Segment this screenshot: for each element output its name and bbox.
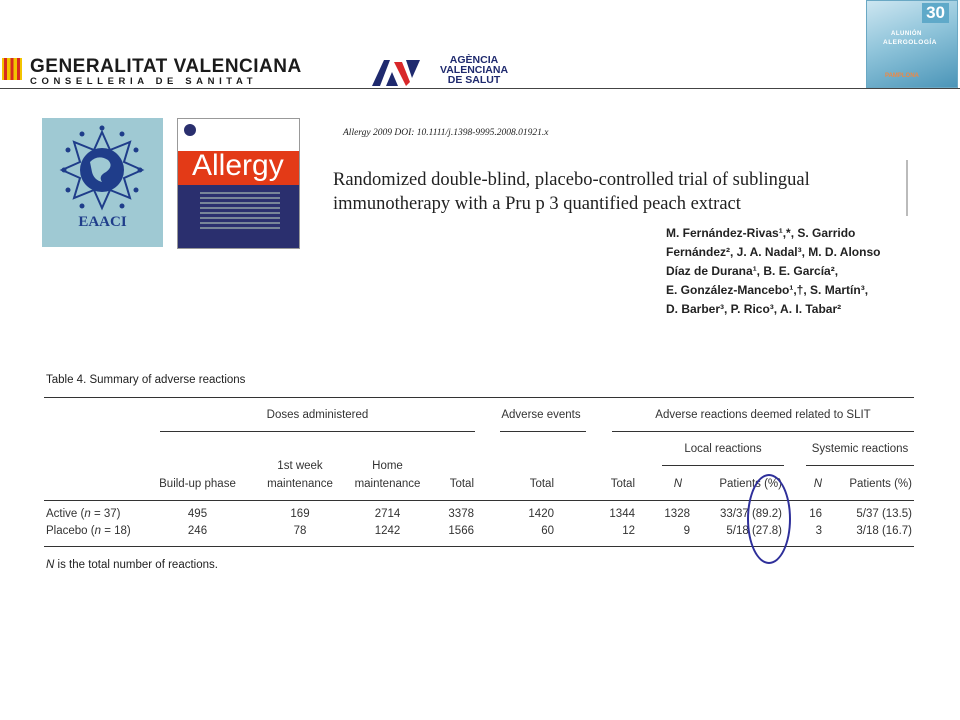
- avs-mark-icon: [370, 56, 422, 88]
- table-cell: 1420: [528, 508, 554, 520]
- title-divider: [906, 160, 908, 216]
- gv-department: CONSELLERIA DE SANITAT: [30, 76, 258, 87]
- doses-rule: [160, 431, 475, 432]
- table-cell: 3: [815, 525, 822, 537]
- adverse-rule: [500, 431, 586, 432]
- table-cell: 3/18 (16.7): [856, 525, 912, 537]
- cover-text-lines: [200, 189, 280, 232]
- table-cell: 3378: [448, 508, 474, 520]
- table-cell: 169: [290, 508, 310, 520]
- col-header-sys-n: N: [813, 478, 822, 490]
- table-cell: 78: [293, 525, 307, 537]
- eaaci-star-icon: [42, 118, 163, 218]
- badge-line3: PAMPLONA: [885, 73, 919, 79]
- badge-line2: ALERGOLOGÍA: [883, 39, 937, 46]
- group-header-adverse: Adverse events: [501, 409, 581, 421]
- table-cell: 5/18 (27.8): [726, 525, 782, 537]
- paper-citation: Allergy 2009 DOI: 10.1111/j.1398-9995.2008.01921.x: [343, 128, 549, 138]
- subgroup-systemic: Systemic reactions: [811, 443, 909, 455]
- author-line: Díaz de Durana¹, B. E. García²,: [666, 264, 839, 278]
- author-line: M. Fernández-Rivas¹,*, S. Garrido: [666, 226, 856, 240]
- table-cell: 12: [622, 525, 635, 537]
- table-cell: 2714: [374, 508, 401, 520]
- gv-name: GENERALITAT VALENCIANA: [30, 56, 302, 77]
- header-divider: [0, 88, 960, 89]
- col-header-rel-total: Total: [610, 478, 635, 490]
- table-cell: 246: [187, 525, 208, 537]
- row-label-placebo: Placebo (n = 18): [46, 525, 131, 537]
- col-header-total: Total: [449, 478, 474, 490]
- table-cell: 495: [187, 508, 208, 520]
- paper-authors: [666, 224, 956, 319]
- badge-number: 30: [922, 3, 949, 23]
- generalitat-valenciana-logo: [0, 50, 302, 90]
- subgroup-local: Local reactions: [684, 443, 762, 455]
- journal-emblem-icon: [183, 123, 197, 137]
- table-cell: 1566: [448, 525, 474, 537]
- table-caption: Table 4. Summary of adverse reactions: [46, 374, 246, 386]
- col-header-home-maint: maintenance: [354, 478, 421, 490]
- table-cell: 1344: [609, 508, 635, 520]
- col-header-local-pct: Patients (%): [719, 478, 782, 490]
- author-line: D. Barber³, P. Rico³, A. I. Tabar²: [666, 302, 842, 316]
- table-cell: 1242: [374, 525, 401, 537]
- table-cell: 33/37 (89.2): [719, 508, 782, 520]
- author-line: E. González-Mancebo¹,†, S. Martín³,: [666, 283, 869, 297]
- table-footnote: N is the total number of reactions.: [46, 559, 218, 571]
- highlight-ellipse: [747, 474, 791, 564]
- col-header-home: Home: [372, 460, 403, 472]
- avs-name: AGÈNCIA VALENCIANA DE SALUT: [439, 54, 509, 86]
- table-cell: 1328: [664, 508, 690, 520]
- row-label-active: Active (n = 37): [46, 508, 121, 520]
- eaaci-logo: [42, 118, 163, 247]
- local-rule: [662, 465, 784, 466]
- table-top-rule: [44, 397, 914, 398]
- badge-line1: ALUNIÓN: [891, 31, 922, 37]
- table-cell: 60: [541, 525, 554, 537]
- col-header-sys-pct: Patients (%): [849, 478, 912, 490]
- eaaci-label: EAACI: [78, 214, 127, 230]
- table-cell: 16: [809, 508, 822, 520]
- group-header-related: Adverse reactions deemed related to SLIT: [655, 409, 871, 421]
- col-header-ae-total: Total: [529, 478, 554, 490]
- col-header-week1: 1st week: [277, 460, 323, 472]
- author-line: Fernández², J. A. Nadal³, M. D. Alonso: [666, 245, 881, 259]
- col-header-buildup: Build-up phase: [159, 478, 236, 490]
- agencia-valenciana-salut-logo: [370, 52, 540, 90]
- paper-title: Randomized double-blind, placebo-controlled trial of sublingual immunotherapy with a Pru p 3 quantified peach extract: [333, 170, 810, 214]
- systemic-rule: [806, 465, 914, 466]
- journal-title: Allergy: [192, 149, 284, 182]
- group-header-doses: Doses administered: [266, 409, 369, 421]
- col-header-week1-maint: maintenance: [267, 478, 333, 490]
- related-rule: [612, 431, 914, 432]
- generalitat-shield-icon: [0, 56, 24, 82]
- congress-badge: [866, 0, 958, 88]
- table-cell: 9: [683, 525, 690, 537]
- col-header-local-n: N: [673, 478, 682, 490]
- table-cell: 5/37 (13.5): [856, 508, 912, 520]
- allergy-journal-cover: [177, 118, 300, 249]
